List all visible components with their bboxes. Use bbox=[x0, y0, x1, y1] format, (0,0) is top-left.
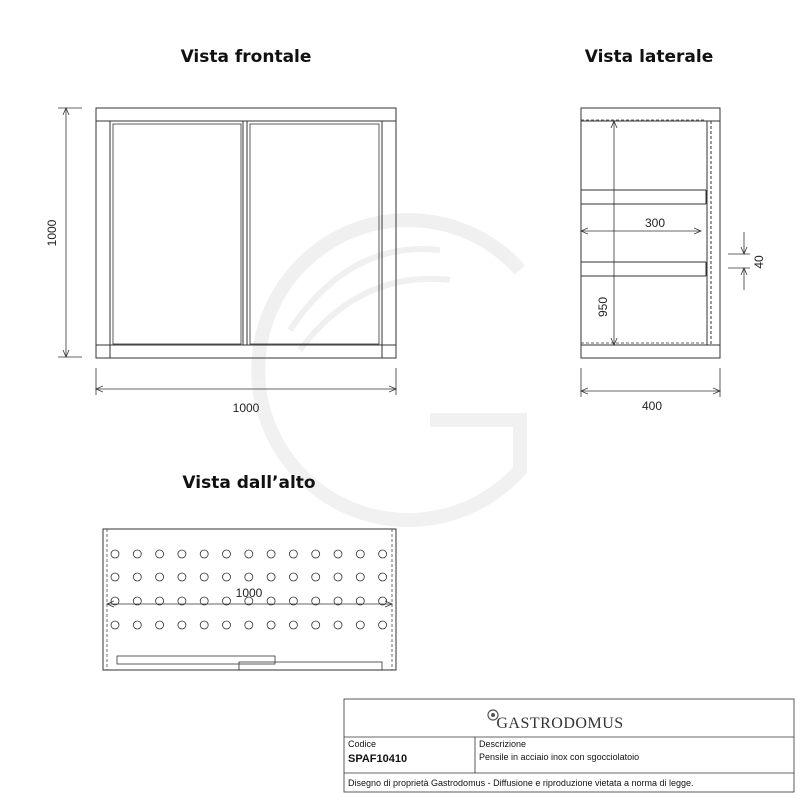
drain-hole bbox=[178, 621, 186, 629]
top-view-title: Vista dall’alto bbox=[182, 473, 316, 493]
drain-hole bbox=[178, 573, 186, 581]
drain-hole bbox=[312, 550, 320, 558]
drain-hole bbox=[245, 550, 253, 558]
drain-hole bbox=[312, 573, 320, 581]
drain-hole bbox=[200, 550, 208, 558]
drain-hole bbox=[223, 621, 231, 629]
drain-hole bbox=[223, 550, 231, 558]
drain-hole bbox=[334, 621, 342, 629]
drain-hole bbox=[356, 550, 364, 558]
description-value: Pensile in acciaio inox con sgocciolatoio bbox=[479, 752, 640, 762]
side-height-950-label: 950 bbox=[596, 296, 610, 318]
drain-hole bbox=[245, 573, 253, 581]
drain-hole bbox=[379, 573, 387, 581]
drain-hole bbox=[245, 621, 253, 629]
drain-hole bbox=[133, 573, 141, 581]
side-width-label: 400 bbox=[641, 399, 663, 413]
description-label: Descrizione bbox=[479, 739, 527, 749]
drain-hole bbox=[379, 550, 387, 558]
drain-hole bbox=[312, 621, 320, 629]
ownership-notice: Disegno di proprietà Gastrodomus - Diffusione e riproduzione vietata a norma di legge. bbox=[348, 778, 694, 788]
side-view-title: Vista laterale bbox=[584, 47, 714, 67]
drain-hole bbox=[156, 573, 164, 581]
drain-hole bbox=[267, 550, 275, 558]
front-width-dimension bbox=[96, 368, 396, 395]
drain-hole bbox=[111, 550, 119, 558]
drain-hole bbox=[289, 550, 297, 558]
drain-hole bbox=[111, 573, 119, 581]
drain-hole bbox=[178, 550, 186, 558]
drain-hole bbox=[267, 573, 275, 581]
code-label: Codice bbox=[348, 739, 377, 749]
drain-hole bbox=[156, 621, 164, 629]
drain-hole bbox=[156, 550, 164, 558]
drain-hole bbox=[334, 550, 342, 558]
drain-hole bbox=[356, 573, 364, 581]
drain-hole bbox=[379, 621, 387, 629]
top-width-label: 1000 bbox=[235, 586, 263, 600]
side-width-dimension bbox=[581, 368, 720, 397]
drain-hole bbox=[267, 621, 275, 629]
drain-hole bbox=[223, 573, 231, 581]
drain-hole bbox=[200, 621, 208, 629]
side-gap-40-label: 40 bbox=[752, 255, 766, 269]
drain-hole bbox=[133, 621, 141, 629]
brand-name: GASTRODOMUS bbox=[496, 715, 624, 732]
front-view-title: Vista frontale bbox=[180, 47, 312, 67]
drain-hole bbox=[289, 573, 297, 581]
drain-hole bbox=[356, 621, 364, 629]
side-view bbox=[581, 108, 720, 358]
drain-hole bbox=[133, 550, 141, 558]
code-value: SPAF10410 bbox=[348, 753, 408, 765]
drain-hole bbox=[289, 621, 297, 629]
front-height-dimension bbox=[58, 108, 82, 357]
front-height-label: 1000 bbox=[45, 219, 59, 247]
side-depth-300-label: 300 bbox=[644, 216, 666, 230]
front-width-label: 1000 bbox=[232, 401, 260, 415]
side-gap-40-dimension bbox=[728, 232, 750, 290]
drain-hole bbox=[334, 573, 342, 581]
drain-hole bbox=[111, 621, 119, 629]
drain-hole bbox=[200, 573, 208, 581]
